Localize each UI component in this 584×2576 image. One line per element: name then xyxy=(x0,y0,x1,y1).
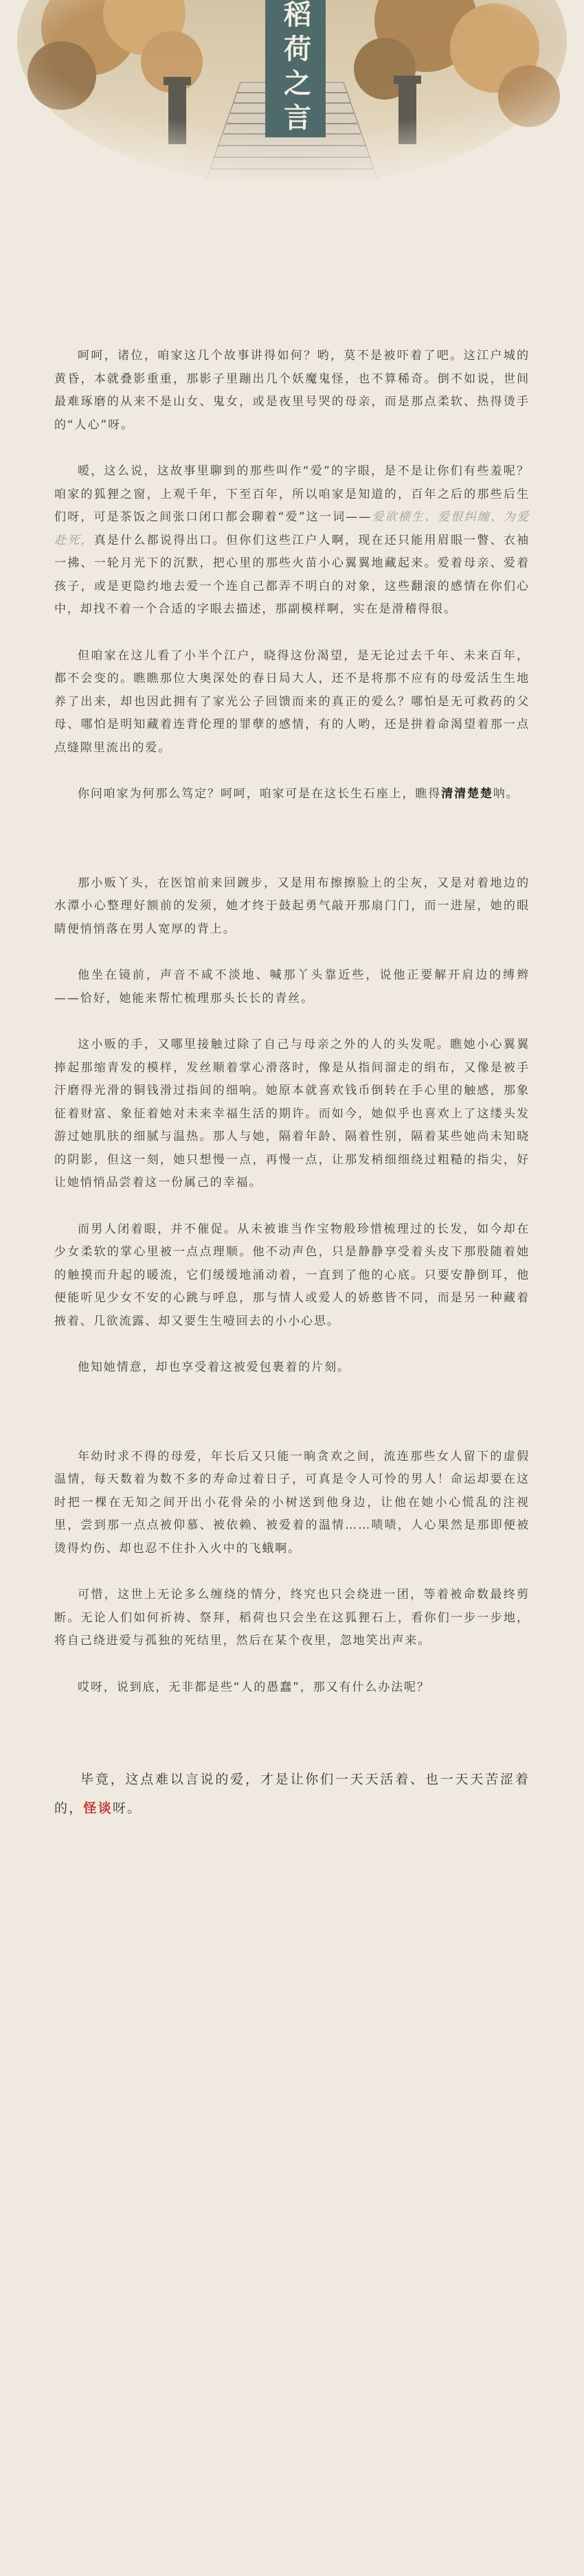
section-spacer xyxy=(0,806,584,872)
closing-text: 呀。 xyxy=(112,1801,142,1816)
closing-paragraph xyxy=(54,1765,530,1823)
article-body xyxy=(0,180,584,1823)
closing-text: 毕竟，这点难以言说的爱，才是让你们一天天活着、也一天天苦涩着的， xyxy=(54,1772,530,1816)
title-banner xyxy=(265,0,326,137)
section-spacer xyxy=(0,1699,584,1765)
header-illustration xyxy=(0,0,584,180)
spacer xyxy=(0,180,584,345)
paragraph-text: 你问咱家为何那么笃定？呵呵，咱家可是在这长生石座上，瞧得 xyxy=(78,787,442,801)
paragraph xyxy=(54,460,530,622)
muted-phrase: 爱欲横生、爱恨纠缠、为爱赴死， xyxy=(54,510,530,547)
paragraph-text: 嗳，这么说，这故事里聊到的那些叫作“爱”的字眼，是不是让你们有些羞呢？咱家的狐狸之窗，上观千年，下至百年，所以咱家是知道的，百年之后的那些后生们呀，可是茶饭之间张口闭口都会聊着“爱”这一词—— xyxy=(54,464,530,524)
paragraph: 那小贩丫头，在医馆前来回踱步，又是用布擦擦脸上的尘灰，又是对着地边的水潭小心整理好额前的发须，她才终于鼓起勇气敲开那扇门门，而一进屋，她的眼睛便悄悄落在男人宽厚的背上。 xyxy=(54,876,530,936)
paragraph xyxy=(54,783,530,806)
section-spacer xyxy=(0,1380,584,1446)
paragraph-text: 呐。 xyxy=(493,787,519,801)
paragraph-text: 真是什么都说得出口。但你们这些江户人啊，现在还只能用眉眼一瞥、衣袖一拂、一轮月光下的沉默，把心里的那些火苗小心翼翼地藏起来。爱着母亲、爱着孩子，或是更隐约地去爱一个连自己都弄不明白的对象，这些翻滚的感情在你们心中，却找不着一个合适的字眼去描述，那副模样啊，实在是滑稽得很。 xyxy=(54,533,530,616)
page-title: 稻荷之言 xyxy=(279,0,312,137)
paragraph: 年幼时求不得的母爱，年长后又只能一晌贪欢之间，流连那些女人留下的虚假温情，每天数着为数不多的寿命过着日子，可真是令人可怜的男人！命运却要在这时把一棵在无知之间开出小花骨朵的小树送到他身边，让他在她小心慌乱的注视里，尝到那一点点被仰慕、被依赖、被爱着的温情……啧啧，人心果然是那即便被烫得灼伤、却也忍不住扑入火中的飞蛾啊。 xyxy=(54,1449,530,1555)
paragraph: 他知她情意，却也享受着这被爱包裹着的片刻。 xyxy=(78,1360,350,1374)
paragraph: 他坐在镜前，声音不咸不淡地、喊那丫头靠近些，说他正要解开肩边的缚辫——恰好，她能来帮忙梳理那头长长的青丝。 xyxy=(54,968,530,1005)
emphasis-phrase: 清清楚楚 xyxy=(441,787,493,801)
paragraph: 这小贩的手，又哪里接触过除了自己与母亲之外的人的头发呢。瞧她小心翼翼捧起那缩青发的模样，发丝顺着掌心滑落时，像是从指间溜走的绢布，又像是被手汗磨得光滑的铜钱滑过指间的细响。她原本就喜欢钱币倒转在手心里的触感，那象征着财富、象征着她对未来幸福生活的期许。而如今，她似乎也喜欢上了这缕头发游过她肌肤的细腻与温热。那人与她，隔着年龄、隔着性别，隔着某些她尚未知晓的阴影，但这一刻，她只想慢一点，再慢一点，让那发梢细细绕过粗糙的指尖，好让她悄悄品尝着这一份属己的幸福。 xyxy=(54,1038,530,1189)
paragraph: 而男人闭着眼，并不催促。从未被谁当作宝物般珍惜梳理过的长发，如今却在少女柔软的掌心里被一点点理顺。他不动声色，只是静静享受着头皮下那股随着她的触摸而升起的暖流，它们缓缓地涌动着，一直到了他的心底。只要安静倒耳，他便能听见少女不安的心跳与呼息，那与情人或爱人的娇憨皆不同，而是另一种藏着掖着、几欲流露、却又要生生噎回去的小小心思。 xyxy=(54,1222,530,1328)
paragraph: 可惜，这世上无论多么缠绕的情分，终究也只会绕进一团，等着被命数最终剪断。无论人们如何祈祷、祭拜，稻荷也只会坐在这狐狸石上，看你们一步一步地，将自己绕进爱与孤独的死结里，然后在某个夜里，忽地笑出声来。 xyxy=(54,1588,530,1648)
paragraph: 哎呀，说到底，无非都是些“人的愚蠢”，那又有什么办法呢？ xyxy=(78,1680,430,1694)
paragraph: 但咱家在这儿看了小半个江户，晓得这份渴望，是无论过去千年、未来百年，都不会变的。瞧瞧那位大奥深处的春日局大人，还不是将那不应有的母爱活生生地养了出来，却也因此拥有了家光公子回馈而来的真正的爱么？哪怕是无可救药的父母、哪怕是明知藏着连背伦理的罪孽的感情，有的人哟，还是拼着命渴望着那一点点缝隙里流出的爱。 xyxy=(54,648,530,755)
accent-word: 怪谈 xyxy=(83,1801,113,1816)
paragraph: 呵呵，诸位，咱家这几个故事讲得如何？哟，莫不是被吓着了吧。这江户城的黄昏，本就叠影重重，那影子里蹦出几个妖魔鬼怪，也不算稀奇。倒不如说，世间最难琢磨的从来不是山女、鬼女，或是夜里号哭的母亲，而是那点柔软、热得烫手的“人心”呀。 xyxy=(54,349,530,432)
